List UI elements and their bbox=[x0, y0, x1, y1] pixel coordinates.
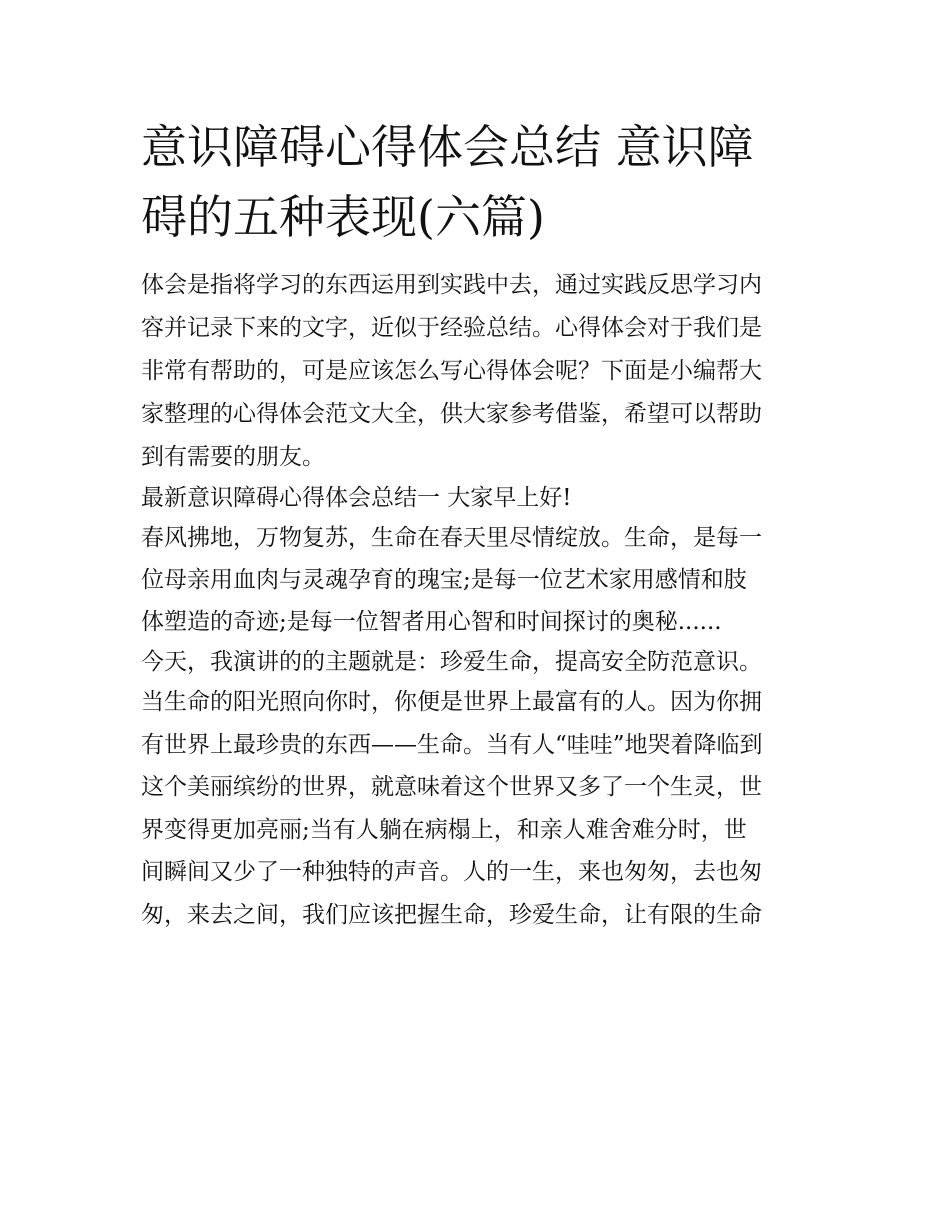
section-heading bbox=[141, 479, 813, 517]
text-line: 位母亲用血肉与灵魂孕育的瑰宝;是每一位艺术家用感情和肢 bbox=[141, 567, 747, 593]
text-line: 这个美丽缤纷的世界，就意味着这个世界又多了一个生灵，世 bbox=[141, 774, 762, 800]
text-line: 界变得更加亮丽;当有人躺在病榻上，和亲人难舍难分时，世 bbox=[141, 816, 747, 843]
title-line: 意识障碍心得体会总结 意识障 bbox=[141, 120, 754, 174]
text-line: 非常有帮助的，可是应该怎么写心得体会呢？下面是小编帮大 bbox=[141, 358, 762, 384]
text-line: 有世界上最珍贵的东西——生命。当有人“哇哇”地哭着降临到 bbox=[141, 731, 763, 758]
document-title bbox=[141, 112, 813, 252]
text-line: 体会是指将学习的东西运用到实践中去，通过实践反思学习内 bbox=[141, 272, 762, 298]
text-line: 匆，来去之间，我们应该把握生命，珍爱生命，让有限的生命 bbox=[141, 901, 762, 928]
text-line: 容并记录下来的文字，近似于经验总结。心得体会对于我们是 bbox=[141, 315, 762, 341]
text-line: 今天，我演讲的的主题就是：珍爱生命，提高安全防范意识。 bbox=[141, 649, 762, 675]
text-line: 到有需要的朋友。 bbox=[141, 444, 325, 470]
text-line: 间瞬间又少了一种独特的声音。人的一生，来也匆匆，去也匆 bbox=[141, 859, 762, 885]
document-page bbox=[141, 112, 813, 936]
body-paragraph bbox=[141, 681, 813, 936]
body-paragraph bbox=[141, 643, 813, 681]
text-line: 体塑造的奇迹;是每一位智者用心智和时间探讨的奥秘...... bbox=[141, 609, 722, 635]
body-paragraph bbox=[141, 517, 813, 643]
text-line: 春风拂地，万物复苏，生命在春天里尽情绽放。生命，是每一 bbox=[141, 525, 762, 551]
text-line: 当生命的阳光照向你时，你便是世界上最富有的人。因为你拥 bbox=[141, 689, 762, 715]
text-line: 家整理的心得体会范文大全，供大家参考借鉴，希望可以帮助 bbox=[141, 401, 762, 427]
text-line: 最新意识障碍心得体会总结一 大家早上好! bbox=[141, 485, 572, 511]
intro-paragraph bbox=[141, 264, 813, 479]
title-line: 碍的五种表现(六篇) bbox=[141, 190, 545, 244]
